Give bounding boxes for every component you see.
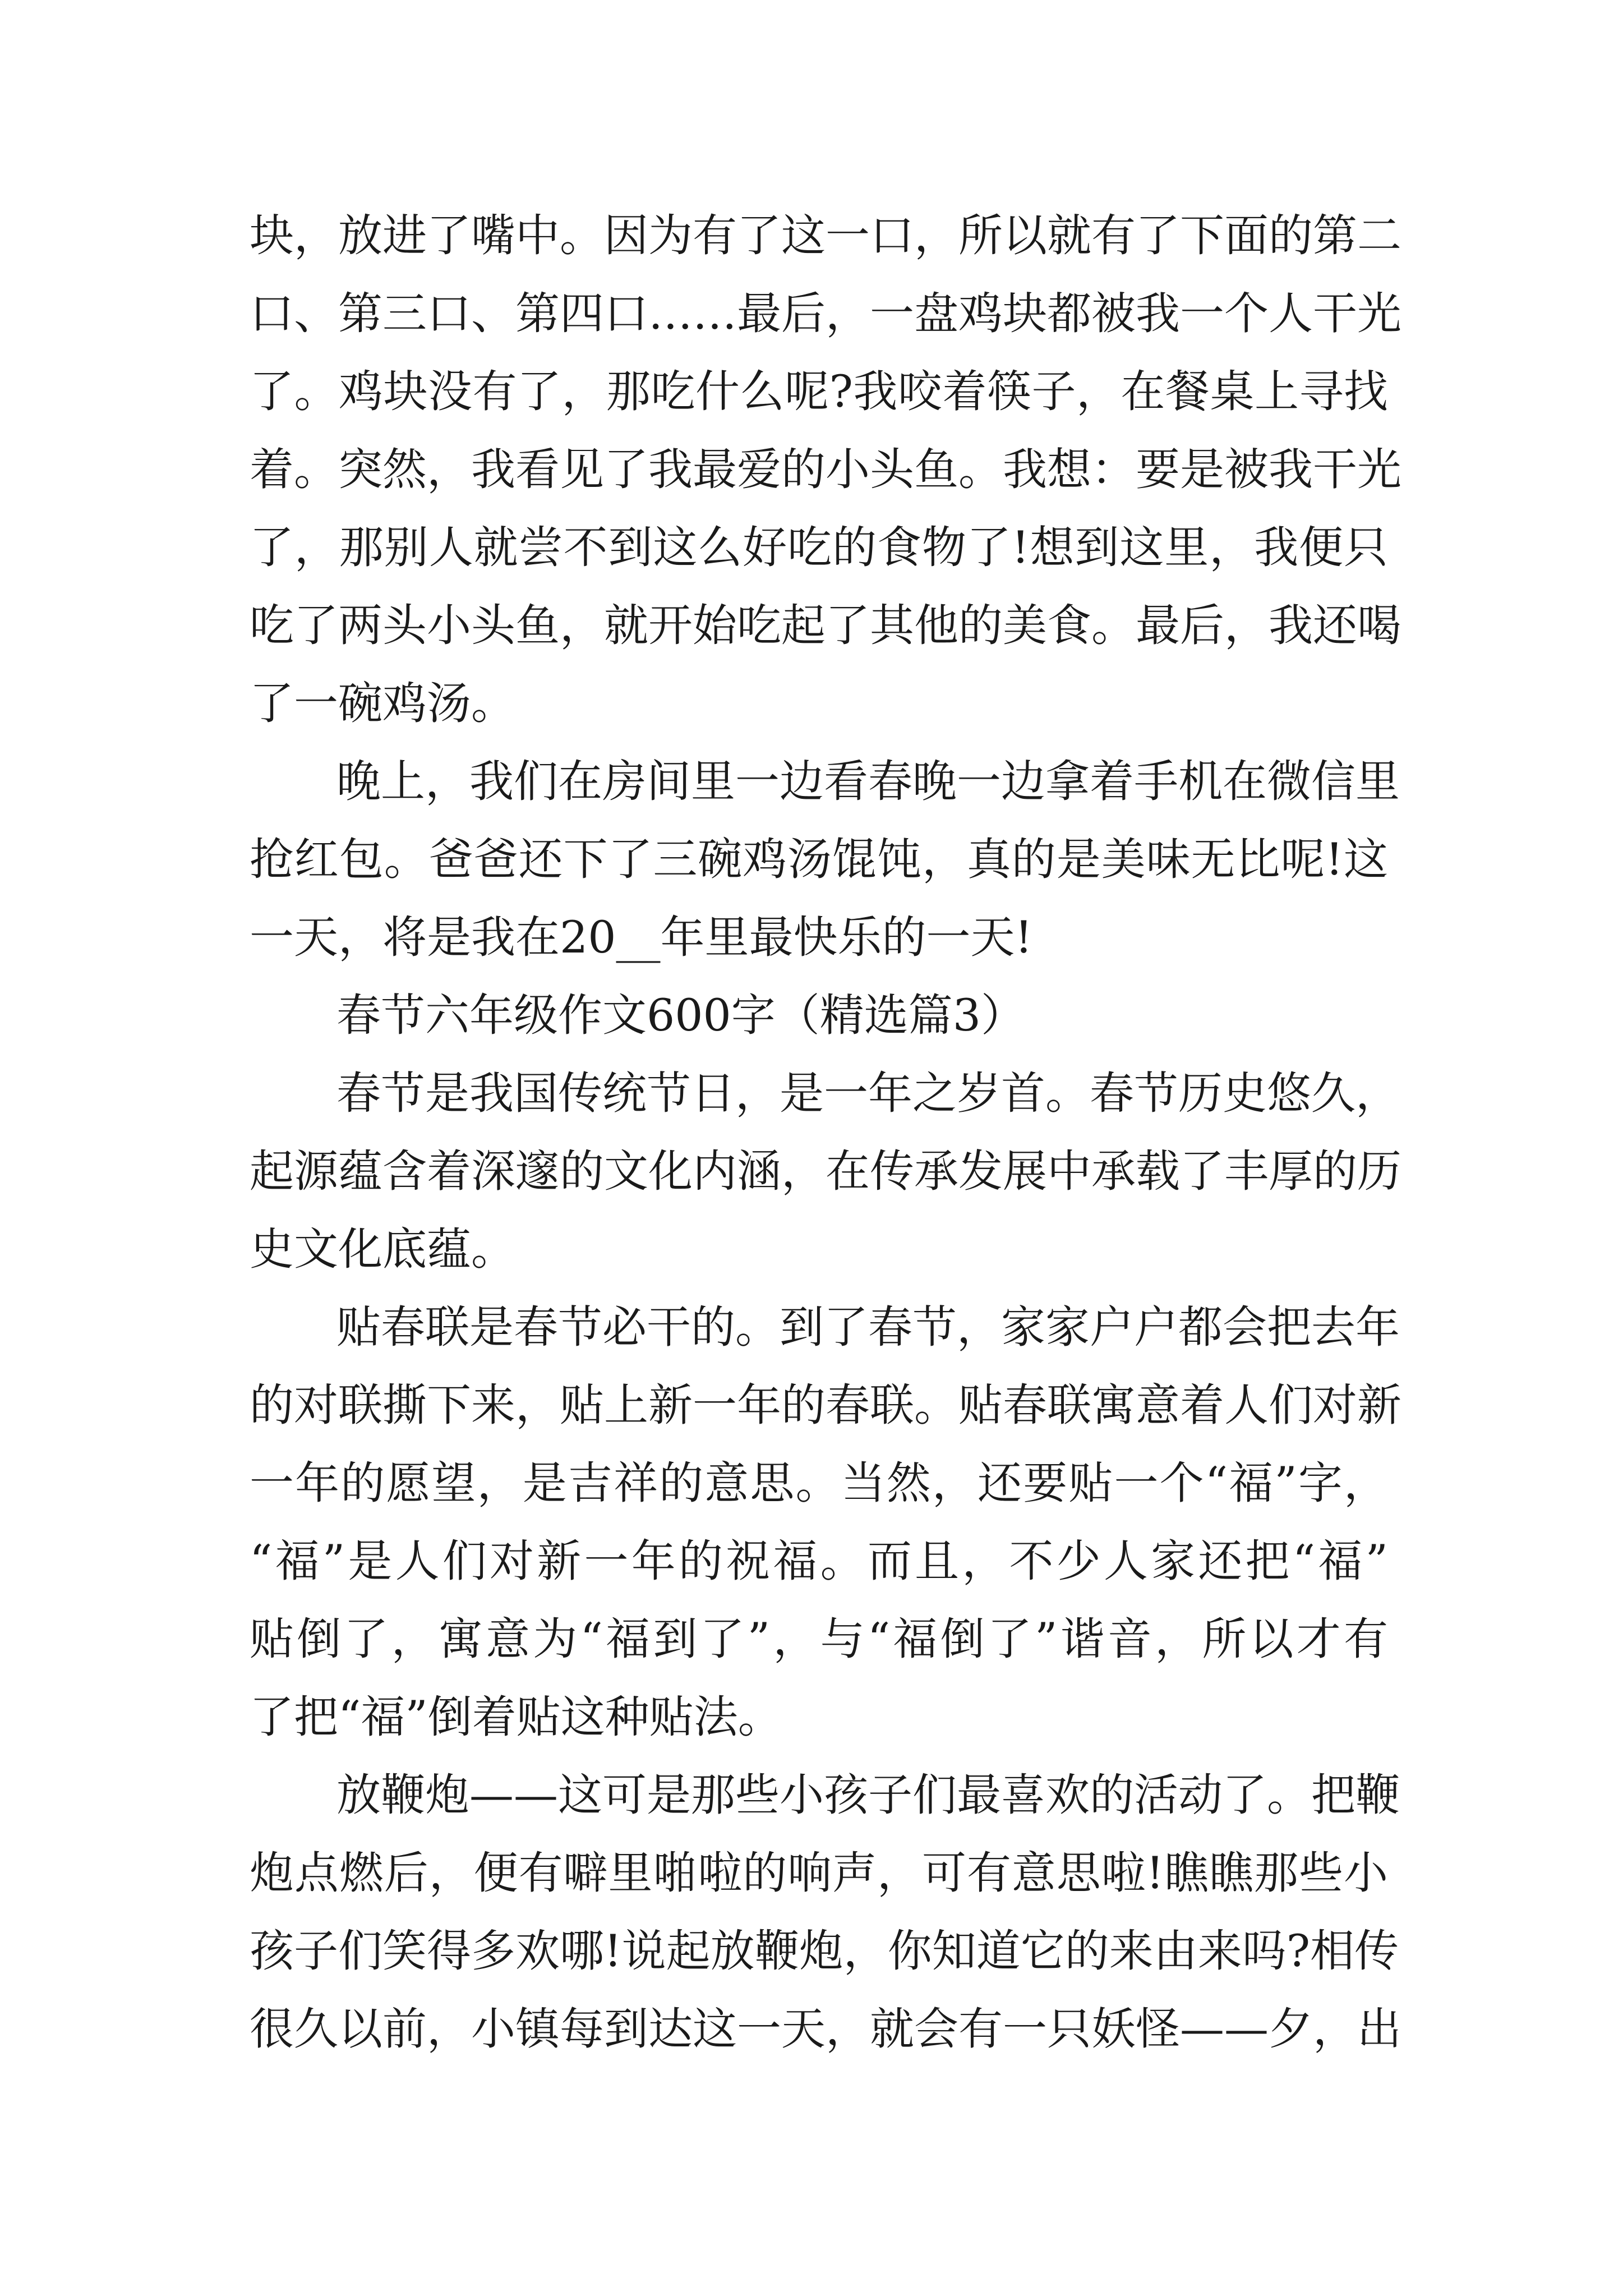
- text-line: 很久以前，小镇每到达这一天，就会有一只妖怪——夕，出: [250, 2003, 1401, 2055]
- text-line: 放鞭炮——这可是那些小孩子们最喜欢的活动了。把鞭: [336, 1769, 1400, 1821]
- text-line: 一年的愿望，是吉祥的意思。当然，还要贴一个“福”字，: [250, 1457, 1388, 1509]
- text-line: 史文化底蕴。: [250, 1223, 515, 1275]
- section-heading: 春节六年级作文600字（精选篇3）: [336, 990, 1026, 1041]
- text-line: 着。突然，我看见了我最爱的小头鱼。我想：要是被我干光: [250, 444, 1401, 495]
- text-line: 一天，将是我在20__年里最快乐的一天!: [250, 912, 1033, 963]
- text-line: 起源蕴含着深邃的文化内涵，在传承发展中承载了丰厚的历: [250, 1145, 1401, 1197]
- text-line: 了一碗鸡汤。: [250, 678, 515, 729]
- text-line: 孩子们笑得多欢哪!说起放鞭炮，你知道它的来由来吗?相传: [250, 1925, 1399, 1977]
- text-line: 贴倒了，寓意为“福到了”，与“福倒了”谐音，所以才有: [250, 1613, 1388, 1665]
- text-line: 抢红包。爸爸还下了三碗鸡汤馄饨，真的是美味无比呢!这: [250, 834, 1388, 885]
- text-line: 春节是我国传统节日，是一年之岁首。春节历史悠久，: [336, 1068, 1400, 1119]
- text-line: 了把“福”倒着贴这种贴法。: [250, 1691, 782, 1743]
- text-line: 了，那别人就尝不到这么好吃的食物了!想到这里，我便只: [250, 522, 1388, 573]
- text-line: 块，放进了嘴中。因为有了这一口，所以就有了下面的第二: [250, 210, 1401, 261]
- text-line: 了。鸡块没有了，那吃什么呢?我咬着筷子，在餐桌上寻找: [250, 366, 1388, 417]
- text-line: 口、第三口、第四口……最后，一盘鸡块都被我一个人干光: [250, 288, 1401, 339]
- text-line: 贴春联是春节必干的。到了春节，家家户户都会把去年: [336, 1301, 1400, 1353]
- text-line: “福”是人们对新一年的祝福。而且，不少人家还把“福”: [250, 1535, 1388, 1587]
- text-line: 炮点燃后，便有噼里啪啦的响声，可有意思啦!瞧瞧那些小: [250, 1847, 1388, 1899]
- text-line: 吃了两头小头鱼，就开始吃起了其他的美食。最后，我还喝: [250, 600, 1401, 651]
- text-line: 的对联撕下来，贴上新一年的春联。贴春联寓意着人们对新: [250, 1379, 1401, 1431]
- text-line: 晚上，我们在房间里一边看春晚一边拿着手机在微信里: [336, 756, 1400, 807]
